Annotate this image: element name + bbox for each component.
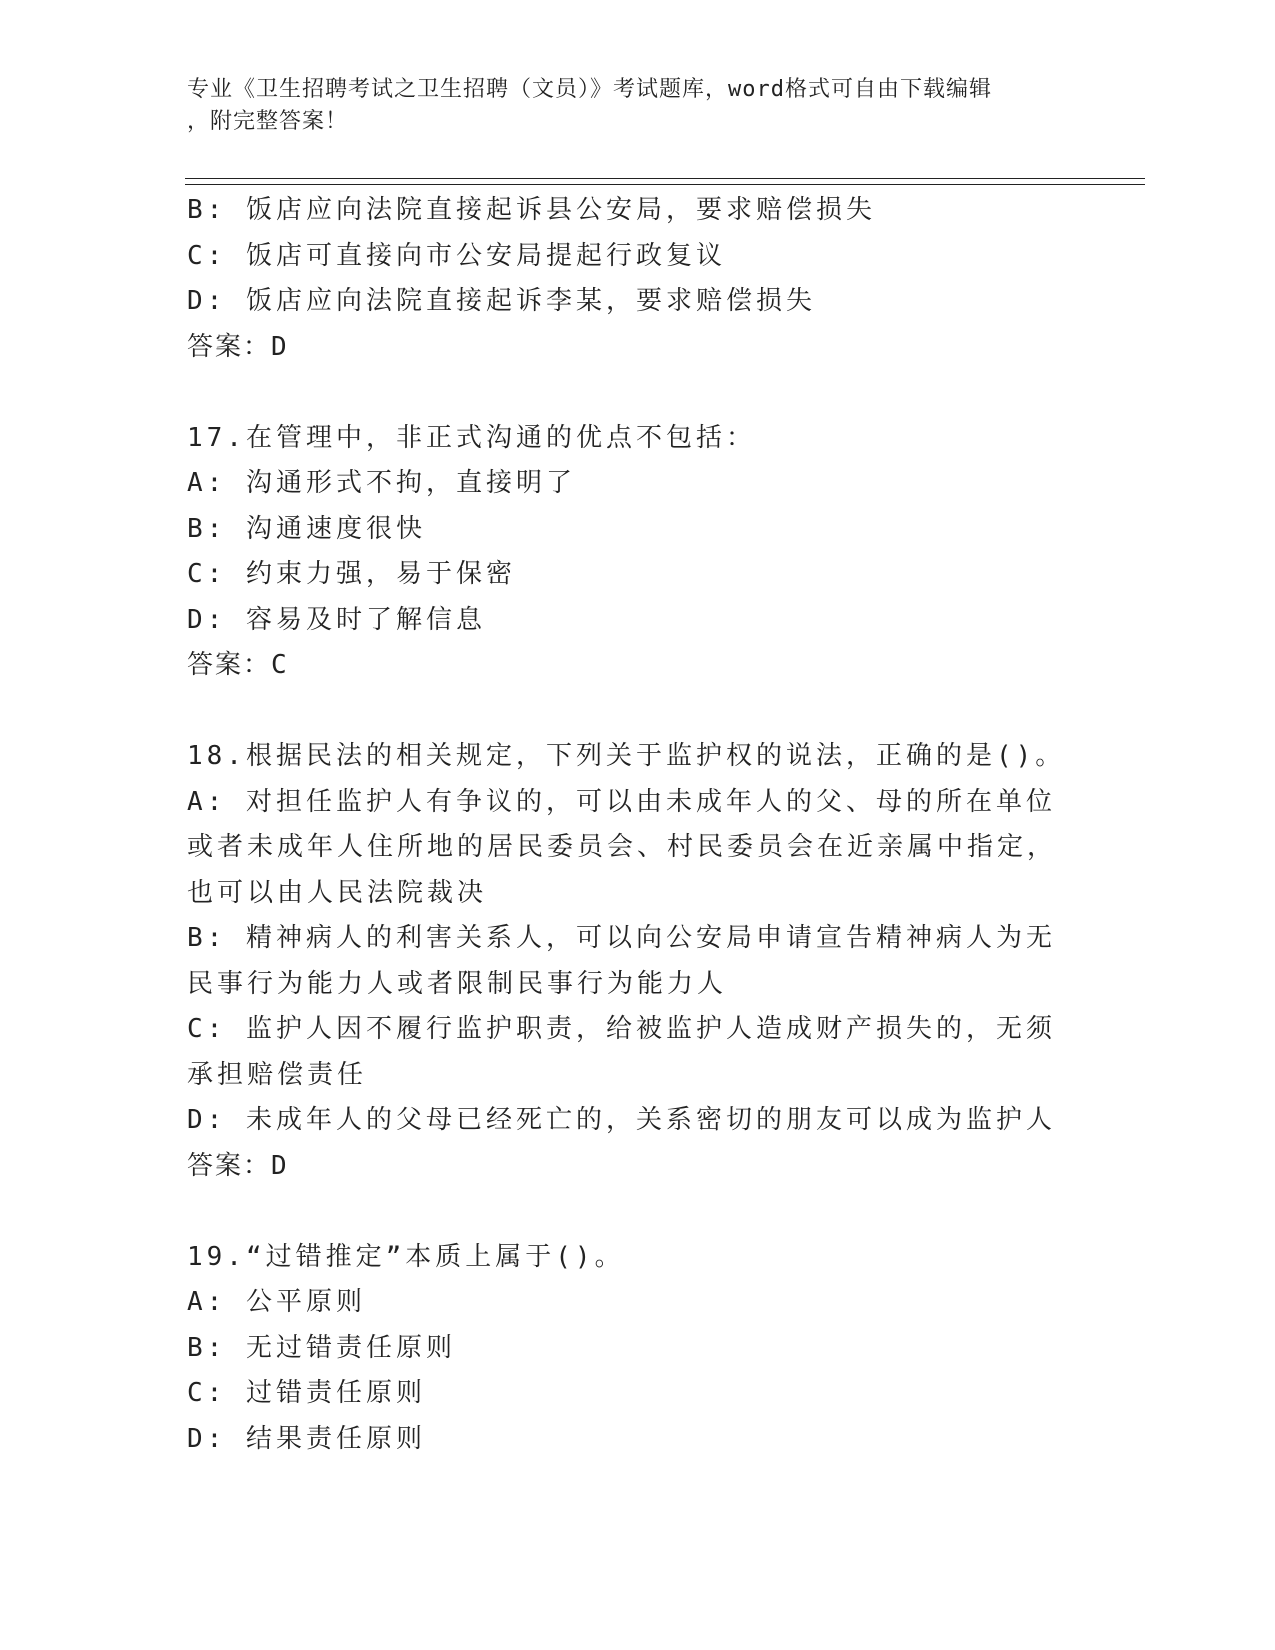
- option-b: B: 饭店应向法院直接起诉县公安局，要求赔偿损失: [187, 195, 876, 225]
- answer: 答案：C: [187, 650, 289, 680]
- header-divider-top: [185, 178, 1145, 179]
- header-divider-bottom: [185, 184, 1145, 185]
- option-b: B: 无过错责任原则: [187, 1332, 456, 1363]
- option-d: D: 结果责任原则: [187, 1423, 426, 1454]
- answer: 答案：D: [187, 1150, 289, 1181]
- answer: 答案：D: [187, 331, 289, 362]
- question-17: [187, 416, 1067, 689]
- option-c: C: 监护人因不履行监护职责，给被监护人造成财产损失的，无须承担赔偿责任: [187, 1014, 1056, 1090]
- option-c: C: 约束力强，易于保密: [187, 559, 516, 589]
- option-a: A: 对担任监护人有争议的，可以由未成年人的父、母的所在单位或者未成年人住所地的居民委员会、村民委员会在近亲属中指定，也可以由人民法院裁决: [187, 786, 1058, 908]
- header-line-2: ，附完整答案！: [187, 109, 349, 134]
- option-d: D: 容易及时了解信息: [187, 604, 486, 635]
- option-c: C: 过错责任原则: [187, 1378, 426, 1408]
- document-header: [187, 74, 1067, 138]
- option-a: A: 沟通形式不拘，直接明了: [187, 468, 576, 498]
- question-18: [187, 734, 1067, 1189]
- question-stem: 19.“过错推定”本质上属于()。: [187, 1241, 625, 1272]
- question-16: [187, 188, 1067, 370]
- option-d: D: 未成年人的父母已经死亡的，关系密切的朋友可以成为监护人: [187, 1105, 1056, 1135]
- question-19: [187, 1235, 1067, 1463]
- question-stem: 18.根据民法的相关规定，下列关于监护权的说法，正确的是()。: [187, 741, 1066, 771]
- option-b: B: 沟通速度很快: [187, 513, 426, 544]
- option-b: B: 精神病人的利害关系人，可以向公安局申请宣告精神病人为无民事行为能力人或者限制民事行为能力人: [187, 923, 1056, 999]
- option-c: C: 饭店可直接向市公安局提起行政复议: [187, 240, 726, 271]
- option-d: D: 饭店应向法院直接起诉李某，要求赔偿损失: [187, 286, 816, 316]
- question-stem: 17.在管理中，非正式沟通的优点不包括：: [187, 422, 756, 453]
- option-a: A: 公平原则: [187, 1287, 366, 1317]
- question-list: [187, 188, 1067, 1462]
- header-line-1: 专业《卫生招聘考试之卫生招聘（文员）》考试题库，word格式可自由下载编辑: [187, 77, 992, 102]
